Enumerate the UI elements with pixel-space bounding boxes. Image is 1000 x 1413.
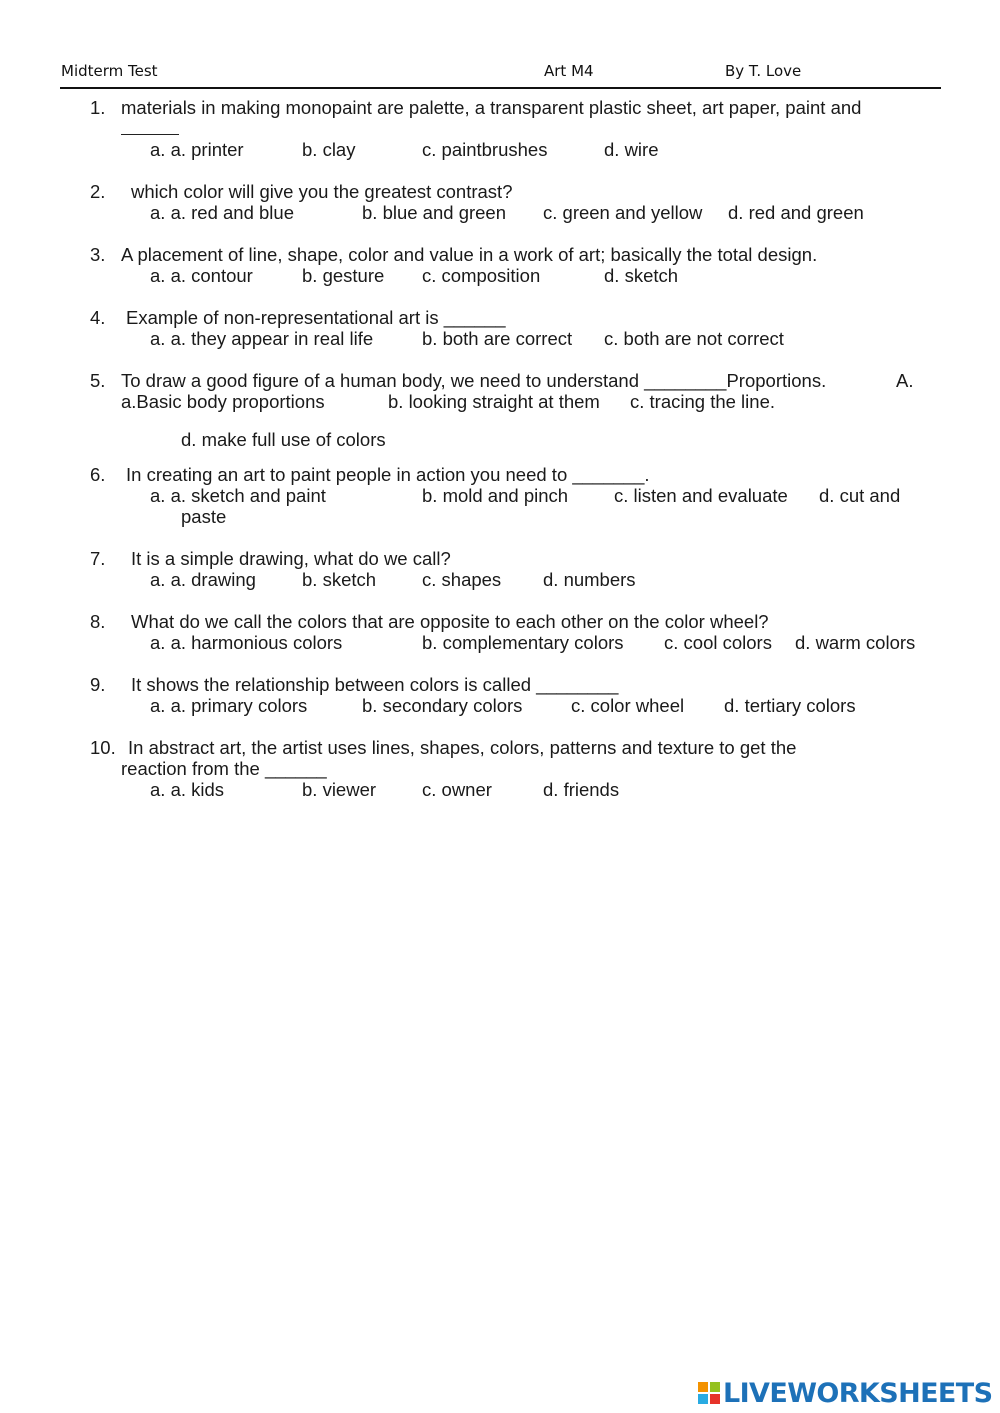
option-a[interactable]: a. a. kids [150,779,225,800]
option-d[interactable]: d. numbers [543,569,636,590]
option-d[interactable]: d. red and green [728,202,864,223]
question-number: 4. [90,307,106,328]
option-c[interactable]: c. tracing the line. [630,391,775,412]
question-10 [90,737,940,800]
question-number: 2. [90,181,106,202]
question-3 [90,244,940,307]
answer-options [90,695,940,716]
option-b[interactable]: b. clay [302,139,356,160]
question-number: 3. [90,244,106,265]
question-text: To draw a good figure of a human body, we need to understand ________Proportions. [121,370,827,391]
question-text: In creating an art to paint people in action you need to _______. [126,464,650,485]
question-text: A placement of line, shape, color and value in a work of art; basically the total design. [121,244,818,265]
answer-options [90,569,940,590]
question-4 [90,307,940,370]
question-text: What do we call the colors that are opposite to each other on the color wheel? [131,611,769,632]
test-title: Midterm Test [61,62,158,80]
question-list [90,97,940,800]
question-1 [90,97,940,181]
option-a[interactable]: a. a. drawing [150,569,256,590]
option-b[interactable]: b. looking straight at them [388,391,600,412]
answer-options [90,202,940,223]
answer-options [90,391,940,412]
question-text: It shows the relationship between colors is called ________ [131,674,619,695]
option-d[interactable]: d. friends [543,779,620,800]
option-a[interactable]: a. a. harmonious colors [150,632,343,653]
liveworksheets-logo[interactable] [698,1378,998,1410]
liveworksheets-logo-icon [698,1382,720,1404]
subject-label: Art M4 [544,62,594,80]
option-c[interactable]: c. color wheel [571,695,685,716]
question-number: 5. [90,370,106,391]
option-c[interactable]: c. both are not correct [604,328,784,349]
option-a[interactable]: a. a. contour [150,265,253,286]
answer-options [90,328,940,349]
option-d-continuation: paste [181,506,227,527]
option-c[interactable]: c. paintbrushes [422,139,548,160]
option-d[interactable]: d. make full use of colors [181,429,386,450]
question-9 [90,674,940,737]
option-a[interactable]: a. a. sketch and paint [150,485,326,506]
option-d[interactable]: d. sketch [604,265,679,286]
option-c[interactable]: c. cool colors [664,632,772,653]
question-text: which color will give you the greatest contrast? [131,181,513,202]
question-text-tail: A. [896,370,914,391]
question-5 [90,370,940,464]
question-number: 1. [90,97,106,118]
option-b[interactable]: b. gesture [302,265,385,286]
question-text: materials in making monopaint are palette, a transparent plastic sheet, art paper, paint and [121,97,862,118]
option-b[interactable]: b. viewer [302,779,377,800]
option-c[interactable]: c. shapes [422,569,502,590]
answer-options [90,265,940,286]
question-8 [90,611,940,674]
option-d[interactable]: d. cut and [819,485,901,506]
option-a[interactable]: a.Basic body proportions [121,391,325,412]
option-a[interactable]: a. a. they appear in real life [150,328,374,349]
question-2 [90,181,940,244]
option-d[interactable]: d. wire [604,139,659,160]
header-divider [60,87,941,89]
option-b[interactable]: b. both are correct [422,328,573,349]
question-number: 9. [90,674,106,695]
answer-options [90,485,940,506]
option-a[interactable]: a. a. primary colors [150,695,308,716]
answer-options [90,632,940,653]
option-c[interactable]: c. composition [422,265,541,286]
page-header [60,60,940,86]
answer-blank[interactable] [121,118,179,135]
question-text: In abstract art, the artist uses lines, shapes, colors, patterns and texture to get the [128,737,797,758]
question-number: 7. [90,548,106,569]
option-b[interactable]: b. sketch [302,569,377,590]
question-number: 8. [90,611,106,632]
author-label: By T. Love [725,62,802,80]
option-a[interactable]: a. a. red and blue [150,202,294,223]
question-text: Example of non-representational art is ______ [126,307,506,328]
question-number: 10. [90,737,116,758]
option-a[interactable]: a. a. printer [150,139,244,160]
option-b[interactable]: b. secondary colors [362,695,523,716]
brand-name: LIVEWORKSHEETS [723,1378,993,1409]
answer-options-continuation [90,506,940,527]
option-b[interactable]: b. complementary colors [422,632,624,653]
option-b[interactable]: b. mold and pinch [422,485,569,506]
question-text: It is a simple drawing, what do we call? [131,548,451,569]
option-c[interactable]: c. owner [422,779,492,800]
option-d[interactable]: d. warm colors [795,632,916,653]
question-7 [90,548,940,611]
question-text-line2: reaction from the ______ [121,758,327,779]
option-c[interactable]: c. green and yellow [543,202,703,223]
option-c[interactable]: c. listen and evaluate [614,485,788,506]
answer-options [90,779,940,800]
question-number: 6. [90,464,106,485]
option-b[interactable]: b. blue and green [362,202,507,223]
answer-options [90,139,940,160]
question-6 [90,464,940,548]
option-d[interactable]: d. tertiary colors [724,695,856,716]
answer-options-extra [90,429,940,450]
